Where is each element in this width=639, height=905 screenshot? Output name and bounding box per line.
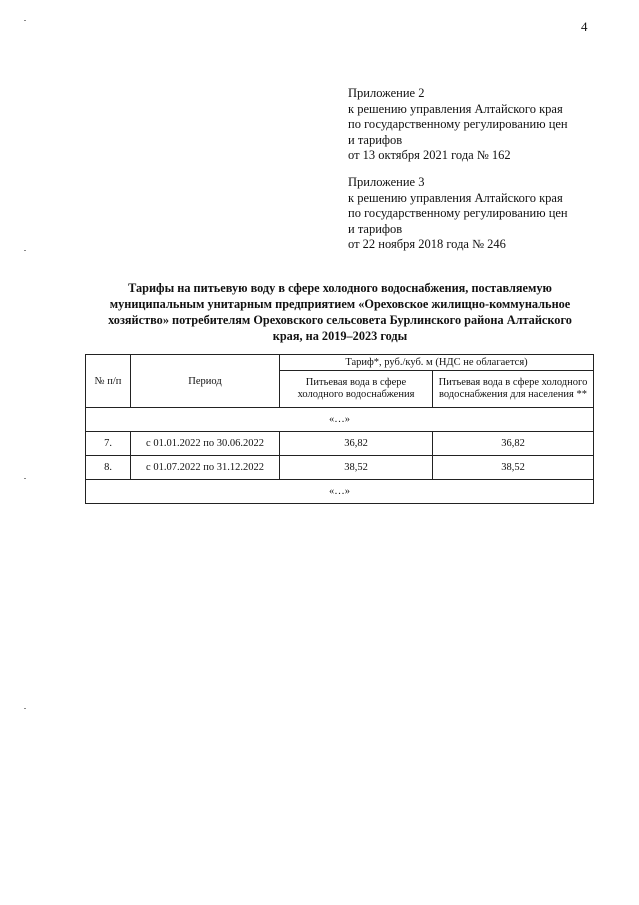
annex-3-header	[348, 175, 568, 253]
table-row	[86, 456, 594, 480]
scan-mark	[24, 708, 26, 709]
annex-line: Приложение 2	[348, 86, 425, 100]
header-number: № п/п	[86, 355, 131, 408]
table-row	[86, 432, 594, 456]
annex-line: и тарифов	[348, 132, 403, 147]
annex-line: по государственному регулированию цен	[348, 206, 568, 220]
header-water-population: Питьевая вода в сфере холодного водоснабжения для населения **	[433, 371, 594, 408]
annex-2-header	[348, 86, 568, 164]
title-line: хозяйство» потребителям Ореховского сельсовета Бурлинского района Алтайского	[108, 313, 572, 327]
annex-line: от 13 октября 2021 года № 162	[348, 148, 511, 162]
scan-mark	[24, 250, 26, 251]
cell-period: с 01.01.2022 по 30.06.2022	[131, 432, 280, 456]
document-title	[90, 280, 590, 344]
ellipsis-cell: «…»	[86, 408, 594, 432]
scan-mark	[24, 20, 26, 21]
scan-mark	[24, 478, 26, 479]
table-ellipsis-row	[86, 408, 594, 432]
tariff-table	[85, 354, 594, 504]
table-ellipsis-row	[86, 480, 594, 504]
cell-water-population: 38,52	[433, 456, 594, 480]
table-header-row	[86, 355, 594, 371]
cell-water: 36,82	[280, 432, 433, 456]
cell-water: 38,52	[280, 456, 433, 480]
title-line: Тарифы на питьевую воду в сфере холодного водоснабжения, поставляемую	[128, 281, 552, 295]
title-line: муниципальным унитарным предприятием «Ореховское жилищно-коммунальное	[109, 297, 571, 311]
annex-line: к решению управления Алтайского края	[348, 190, 563, 205]
cell-number: 8.	[86, 456, 131, 480]
header-period: Период	[131, 355, 280, 408]
annex-line: к решению управления Алтайского края	[348, 101, 563, 116]
annex-line: по государственному регулированию цен	[348, 117, 568, 131]
cell-period: с 01.07.2022 по 31.12.2022	[131, 456, 280, 480]
page-number: 4	[581, 19, 588, 34]
cell-water-population: 36,82	[433, 432, 594, 456]
header-tariff-group: Тариф*, руб./куб. м (НДС не облагается)	[280, 355, 594, 371]
cell-number: 7.	[86, 432, 131, 456]
annex-line: от 22 ноября 2018 года № 246	[348, 237, 506, 251]
annex-line: Приложение 3	[348, 175, 425, 189]
header-water: Питьевая вода в сфере холодного водоснабжения	[280, 371, 433, 408]
ellipsis-cell: «…»	[86, 480, 594, 504]
annex-line: и тарифов	[348, 221, 403, 236]
title-line: края, на 2019–2023 годы	[272, 329, 408, 343]
